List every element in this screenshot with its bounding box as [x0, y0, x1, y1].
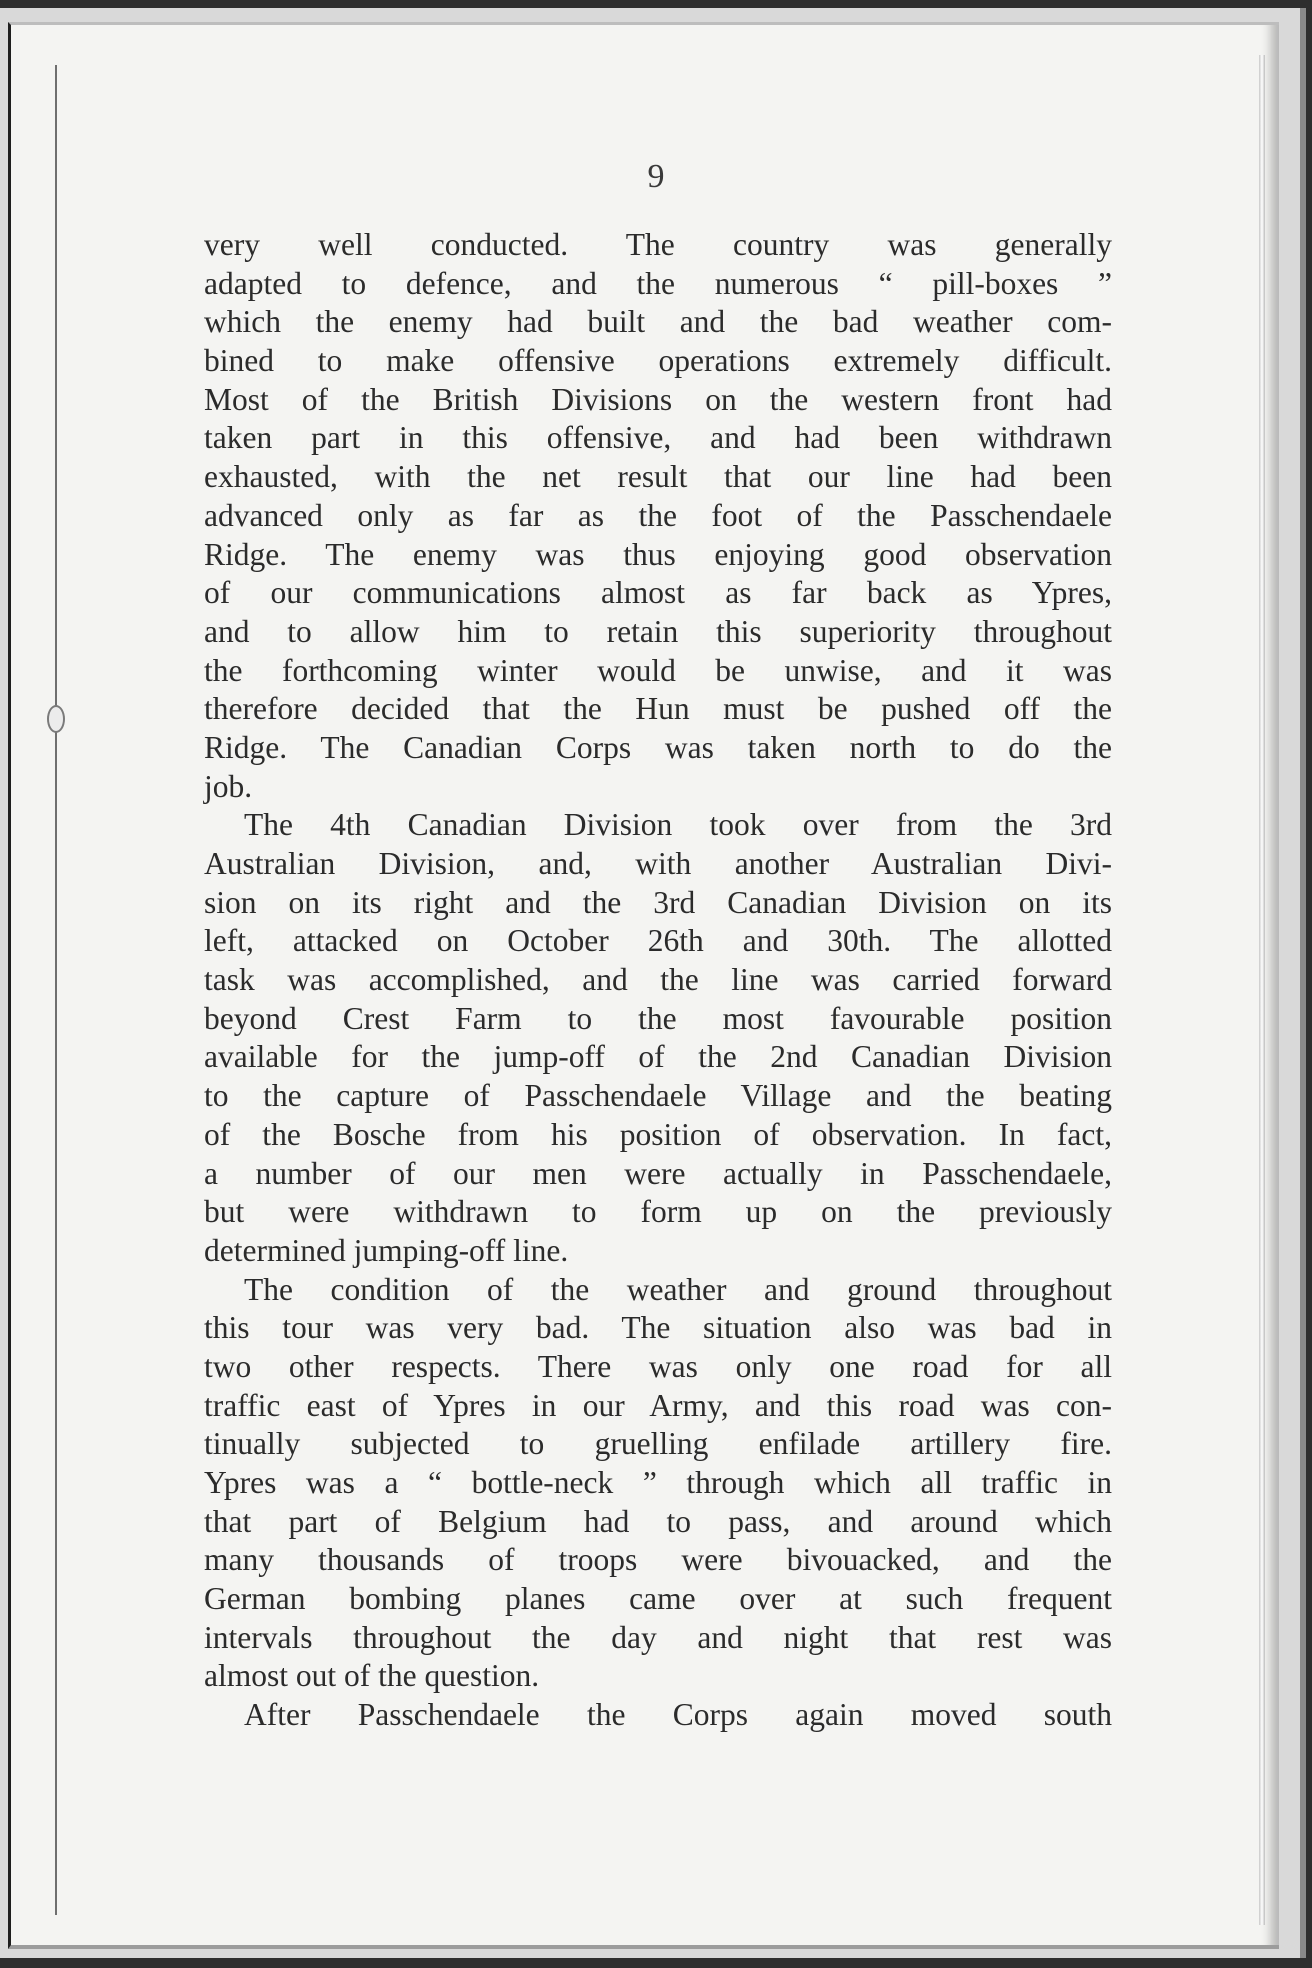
text-line: two other respects. There was only one road for all [204, 1348, 1112, 1384]
text-line: almost out of the question. [204, 1658, 540, 1694]
text-line: Australian Division, and, with another Australian Divi- [204, 846, 1112, 881]
binding-mark [47, 705, 65, 733]
text-line: determined jumping-off line. [204, 1232, 569, 1268]
text-line: that part of Belgium had to pass, and around which [204, 1503, 1112, 1539]
text-line: The 4th Canadian Division took over from the 3rd [244, 807, 1112, 843]
text-line: which the enemy had built and the bad weather com- [204, 304, 1112, 340]
page-fore-edge [1259, 55, 1265, 1925]
text-line: adapted to defence, and the numerous “ pill-boxes ” [204, 265, 1112, 301]
text-line: German bombing planes came over at such frequent [204, 1581, 1112, 1617]
text-line: After Passchendaele the Corps again moved south [244, 1697, 1112, 1733]
text-line: Ridge. The enemy was thus enjoying good observation [204, 536, 1112, 572]
text-line: a number of our men were actually in Passchendaele, [204, 1155, 1112, 1191]
text-line: Ypres was a “ bottle-neck ” through which all traffic in [204, 1465, 1112, 1500]
text-line: intervals throughout the day and night that rest was [204, 1619, 1112, 1655]
text-line: many thousands of troops were bivouacked, and the [204, 1542, 1112, 1578]
text-line: sion on its right and the 3rd Canadian Division on its [204, 884, 1112, 920]
text-line: this tour was very bad. The situation also was bad in [204, 1310, 1112, 1346]
text-line: therefore decided that the Hun must be pushed off the [204, 691, 1112, 727]
text-line: of our communications almost as far back as Ypres, [204, 575, 1112, 611]
text-line: and to allow him to retain this superiority throughout [204, 613, 1112, 649]
text-line: taken part in this offensive, and had been withdrawn [204, 420, 1112, 456]
text-line: the forthcoming winter would be unwise, and it was [204, 652, 1112, 688]
text-line: available for the jump-off of the 2nd Canadian Division [204, 1039, 1112, 1075]
body-text [204, 226, 1112, 1735]
page-gutter-line [55, 65, 57, 1915]
text-line: of the Bosche from his position of observation. In fact, [204, 1116, 1112, 1152]
text-line: advanced only as far as the foot of the Passchendaele [204, 497, 1112, 533]
text-line: but were withdrawn to form up on the previously [204, 1194, 1112, 1230]
text-line: beyond Crest Farm to the most favourable position [204, 1000, 1112, 1036]
text-line: task was accomplished, and the line was carried forward [204, 962, 1112, 998]
text-line: Ridge. The Canadian Corps was taken north to do the [204, 729, 1112, 765]
text-line: The condition of the weather and ground throughout [244, 1271, 1112, 1307]
text-line: traffic east of Ypres in our Army, and this road was con- [204, 1387, 1112, 1423]
text-line: bined to make offensive operations extremely difficult. [204, 343, 1112, 379]
text-line: tinually subjected to gruelling enfilade artillery fire. [204, 1426, 1112, 1462]
text-line: left, attacked on October 26th and 30th. The allotted [204, 923, 1112, 959]
text-line: to the capture of Passchendaele Village and the beating [204, 1078, 1112, 1114]
text-line: exhausted, with the net result that our line had been [204, 459, 1112, 495]
text-line: job. [204, 768, 253, 804]
text-line: very well conducted. The country was generally [204, 227, 1112, 262]
page-number: 9 [647, 158, 665, 195]
text-line: Most of the British Divisions on the western front had [204, 381, 1112, 417]
